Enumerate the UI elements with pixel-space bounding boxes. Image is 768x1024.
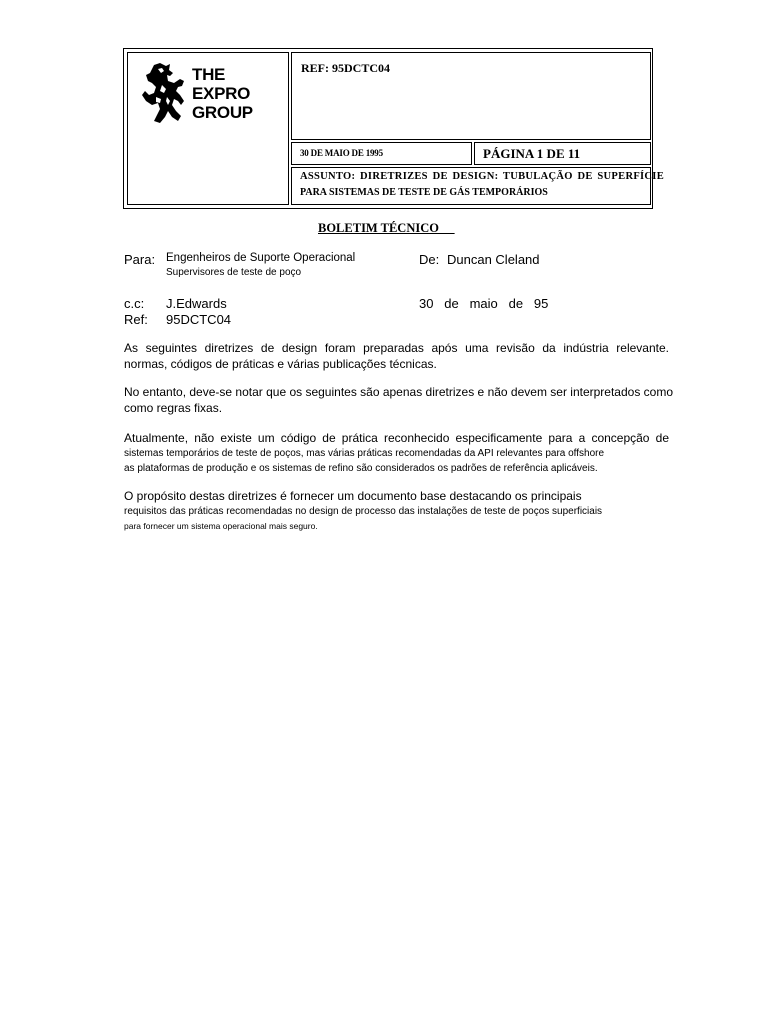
header-frame: [123, 48, 664, 209]
paragraph-4: [124, 488, 669, 533]
ref-code: REF: 95DCTC04: [301, 61, 390, 75]
paragraph-1-line-2: normas, códigos de práticas e várias publicações técnicas.: [124, 357, 437, 371]
cc-value: J.Edwards: [166, 296, 227, 311]
paragraph-2-line-1: No entanto, deve-se notar que os seguintes são apenas diretrizes e não devem ser interpretados como: [124, 385, 673, 399]
logo-text-expro: EXPRO: [192, 84, 251, 103]
from-label: De:: [419, 252, 440, 267]
paragraph-1-line-1: As seguintes diretrizes de design foram preparadas após uma revisão da indústria relevante.: [124, 341, 669, 355]
paragraph-2-line-2: como regras fixas.: [124, 401, 223, 415]
to-label: Para:: [124, 252, 156, 267]
paragraph-4-line-3: para fornecer um sistema operacional mais seguro.: [124, 521, 318, 531]
subject-line-2: PARA SISTEMAS DE TESTE DE GÁS TEMPORÁRIOS: [300, 187, 548, 198]
date-cell: [291, 142, 472, 165]
paragraph-2: [124, 384, 673, 416]
page-cell: [474, 142, 651, 165]
bulletin-date: 30 de maio de 95: [419, 296, 549, 311]
paragraph-1: [124, 340, 669, 372]
paragraph-3-line-2: sistemas temporários de teste de poços, mas várias práticas recomendadas da API relevantes para offshore: [124, 448, 605, 459]
to-value-secondary: Supervisores de teste de poço: [166, 267, 302, 278]
logo-cell: [127, 52, 289, 205]
logo-text-the: THE: [192, 65, 226, 84]
subject-cell: [291, 167, 664, 205]
header-date: 30 DE MAIO DE 1995: [300, 148, 383, 158]
paragraph-3-line-3: as plataformas de produção e os sistemas de refino são considerados os padrões de referência aplicáveis.: [124, 463, 598, 474]
expro-group-logo: [140, 61, 260, 126]
bulletin-title: BOLETIM TÉCNICO: [318, 221, 455, 235]
paragraph-4-line-2: requisitos das práticas recomendadas no design de processo das instalações de teste de poços superficiais: [124, 506, 603, 517]
subject-line-1: ASSUNTO: DIRETRIZES DE DESIGN: TUBULAÇÃO DE SUPERFÍCIE: [300, 171, 664, 182]
to-value: Engenheiros de Suporte Operacional: [166, 252, 356, 264]
paragraph-3: [124, 430, 669, 476]
cc-label: c.c:: [124, 296, 145, 311]
paragraph-4-line-1: O propósito destas diretrizes é fornecer um documento base destacando os principais: [124, 489, 582, 503]
ref-cell: [291, 52, 651, 140]
logo-text-group: GROUP: [192, 103, 253, 122]
ref-label: Ref:: [124, 312, 148, 327]
paragraph-3-line-1: Atualmente, não existe um código de prática reconhecido especificamente para a concepção de: [124, 431, 669, 445]
ref-value: 95DCTC04: [166, 312, 232, 327]
page-number: PÁGINA 1 DE 11: [483, 146, 581, 161]
from-value: Duncan Cleland: [447, 252, 540, 267]
lion-rampant-icon: [140, 61, 188, 125]
